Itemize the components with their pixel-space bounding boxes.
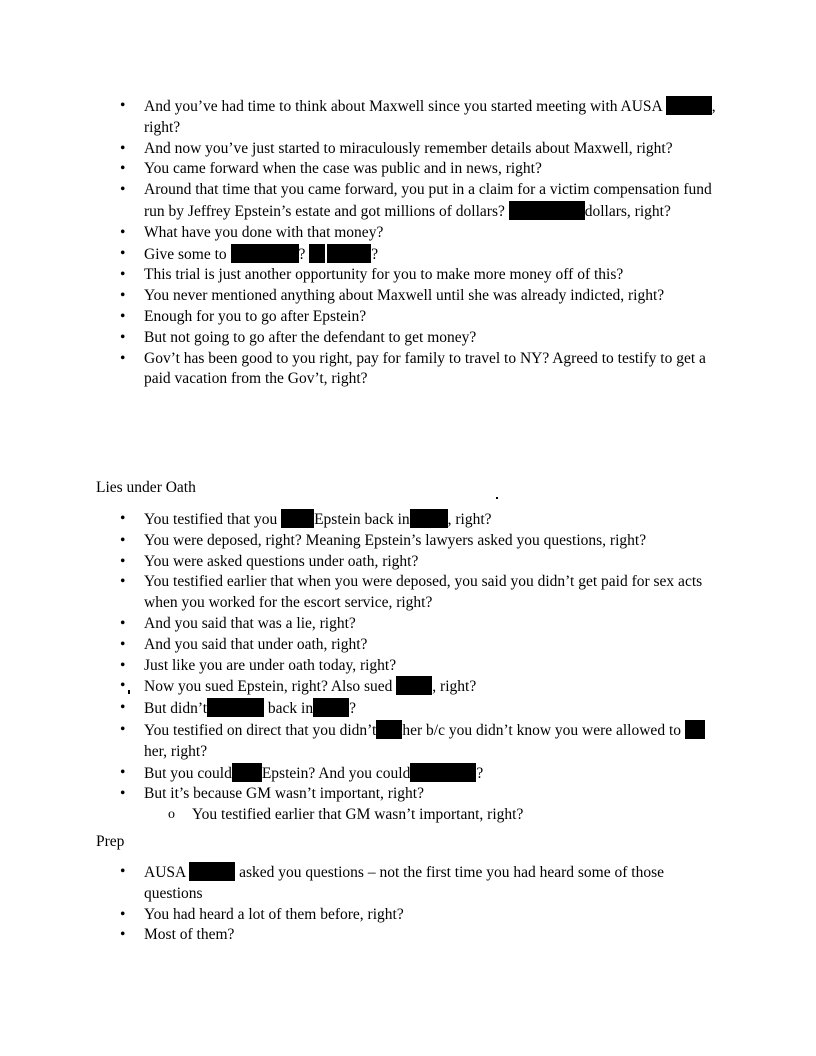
list-item: • And now you’ve just started to miraculously remember details about Maxwell, right? [0,139,816,160]
sub-list [144,805,720,826]
redaction-box [189,862,235,881]
redaction-box [327,244,371,263]
list-item: • You came forward when the case was public and in news, right? [0,159,816,180]
list-item: • What have you done with that money? [0,223,816,244]
list-item: • And you said that under oath, right? [0,635,816,656]
list-item: • And you said that was a lie, right? [0,614,816,635]
list-item: • You testified on direct that you didn’t her b/c you didn’t know you were allowed to her, right? [0,720,816,763]
list-item: • You testified that you Epstein back in , right? [0,509,816,531]
list-item: • Give some to ? ? [0,244,816,266]
list-item: • You were deposed, right? Meaning Epstein’s lawyers asked you questions, right? [0,531,816,552]
list-item: • AUSA asked you questions – not the first time you had heard some of those questions [0,862,816,905]
redaction-box [309,244,325,263]
list-item: • But you could Epstein? And you could ? [0,763,816,785]
list-item: • Now you sued Epstein, right? Also sued , right? [0,676,816,698]
list-item: • This trial is just another opportunity for you to make more money off of this? [0,265,816,286]
list-item: • But didn’t back in ? [0,698,816,720]
redaction-box [666,96,712,115]
list-item: • But not going to go after the defendant to get money? [0,328,816,349]
sub-list-item: o You testified earlier that GM wasn’t important, right? [144,805,720,826]
list-item: • Just like you are under oath today, right? [0,656,816,677]
list-item: • Gov’t has been good to you right, pay for family to travel to NY? Agreed to testify to get a paid vacation from the Gov’t, right? [0,349,816,391]
redaction-box [313,698,349,717]
redaction-box [207,698,264,717]
list-item: • You had heard a lot of them before, right? [0,905,816,926]
section-heading: Prep [96,833,125,850]
redaction-box [396,676,432,695]
redaction-box [231,244,299,263]
redaction-box [232,763,262,782]
redaction-box [509,201,585,220]
section3-list [0,862,816,946]
section1-list [0,96,816,390]
stray-mark [496,497,498,499]
redaction-box [410,509,448,528]
redaction-box [685,720,705,739]
stray-mark [128,690,130,694]
list-item: • You were asked questions under oath, right? [0,552,816,573]
list-item: • And you’ve had time to think about Maxwell since you started meeting with AUSA , right? [0,96,816,139]
list-item: • But it’s because GM wasn’t important, right? o You testified earlier that GM wasn’t important, right? [0,784,816,826]
list-item: • You testified earlier that when you were deposed, you said you didn’t get paid for sex acts when you worked for the escort service, right? [0,572,816,614]
redaction-box [376,720,402,739]
list-item: • Around that time that you came forward, you put in a claim for a victim compensation fund run by Jeffrey Epstein’s estate and got millions of dollars? dollars, right? [0,180,816,223]
list-item: • You never mentioned anything about Maxwell until she was already indicted, right? [0,286,816,307]
list-item: • Most of them? [0,925,816,946]
redaction-box [410,763,476,782]
redaction-box [281,509,314,528]
section-heading: Lies under Oath [96,479,196,496]
list-item: • Enough for you to go after Epstein? [0,307,816,328]
section2-list [0,509,816,826]
